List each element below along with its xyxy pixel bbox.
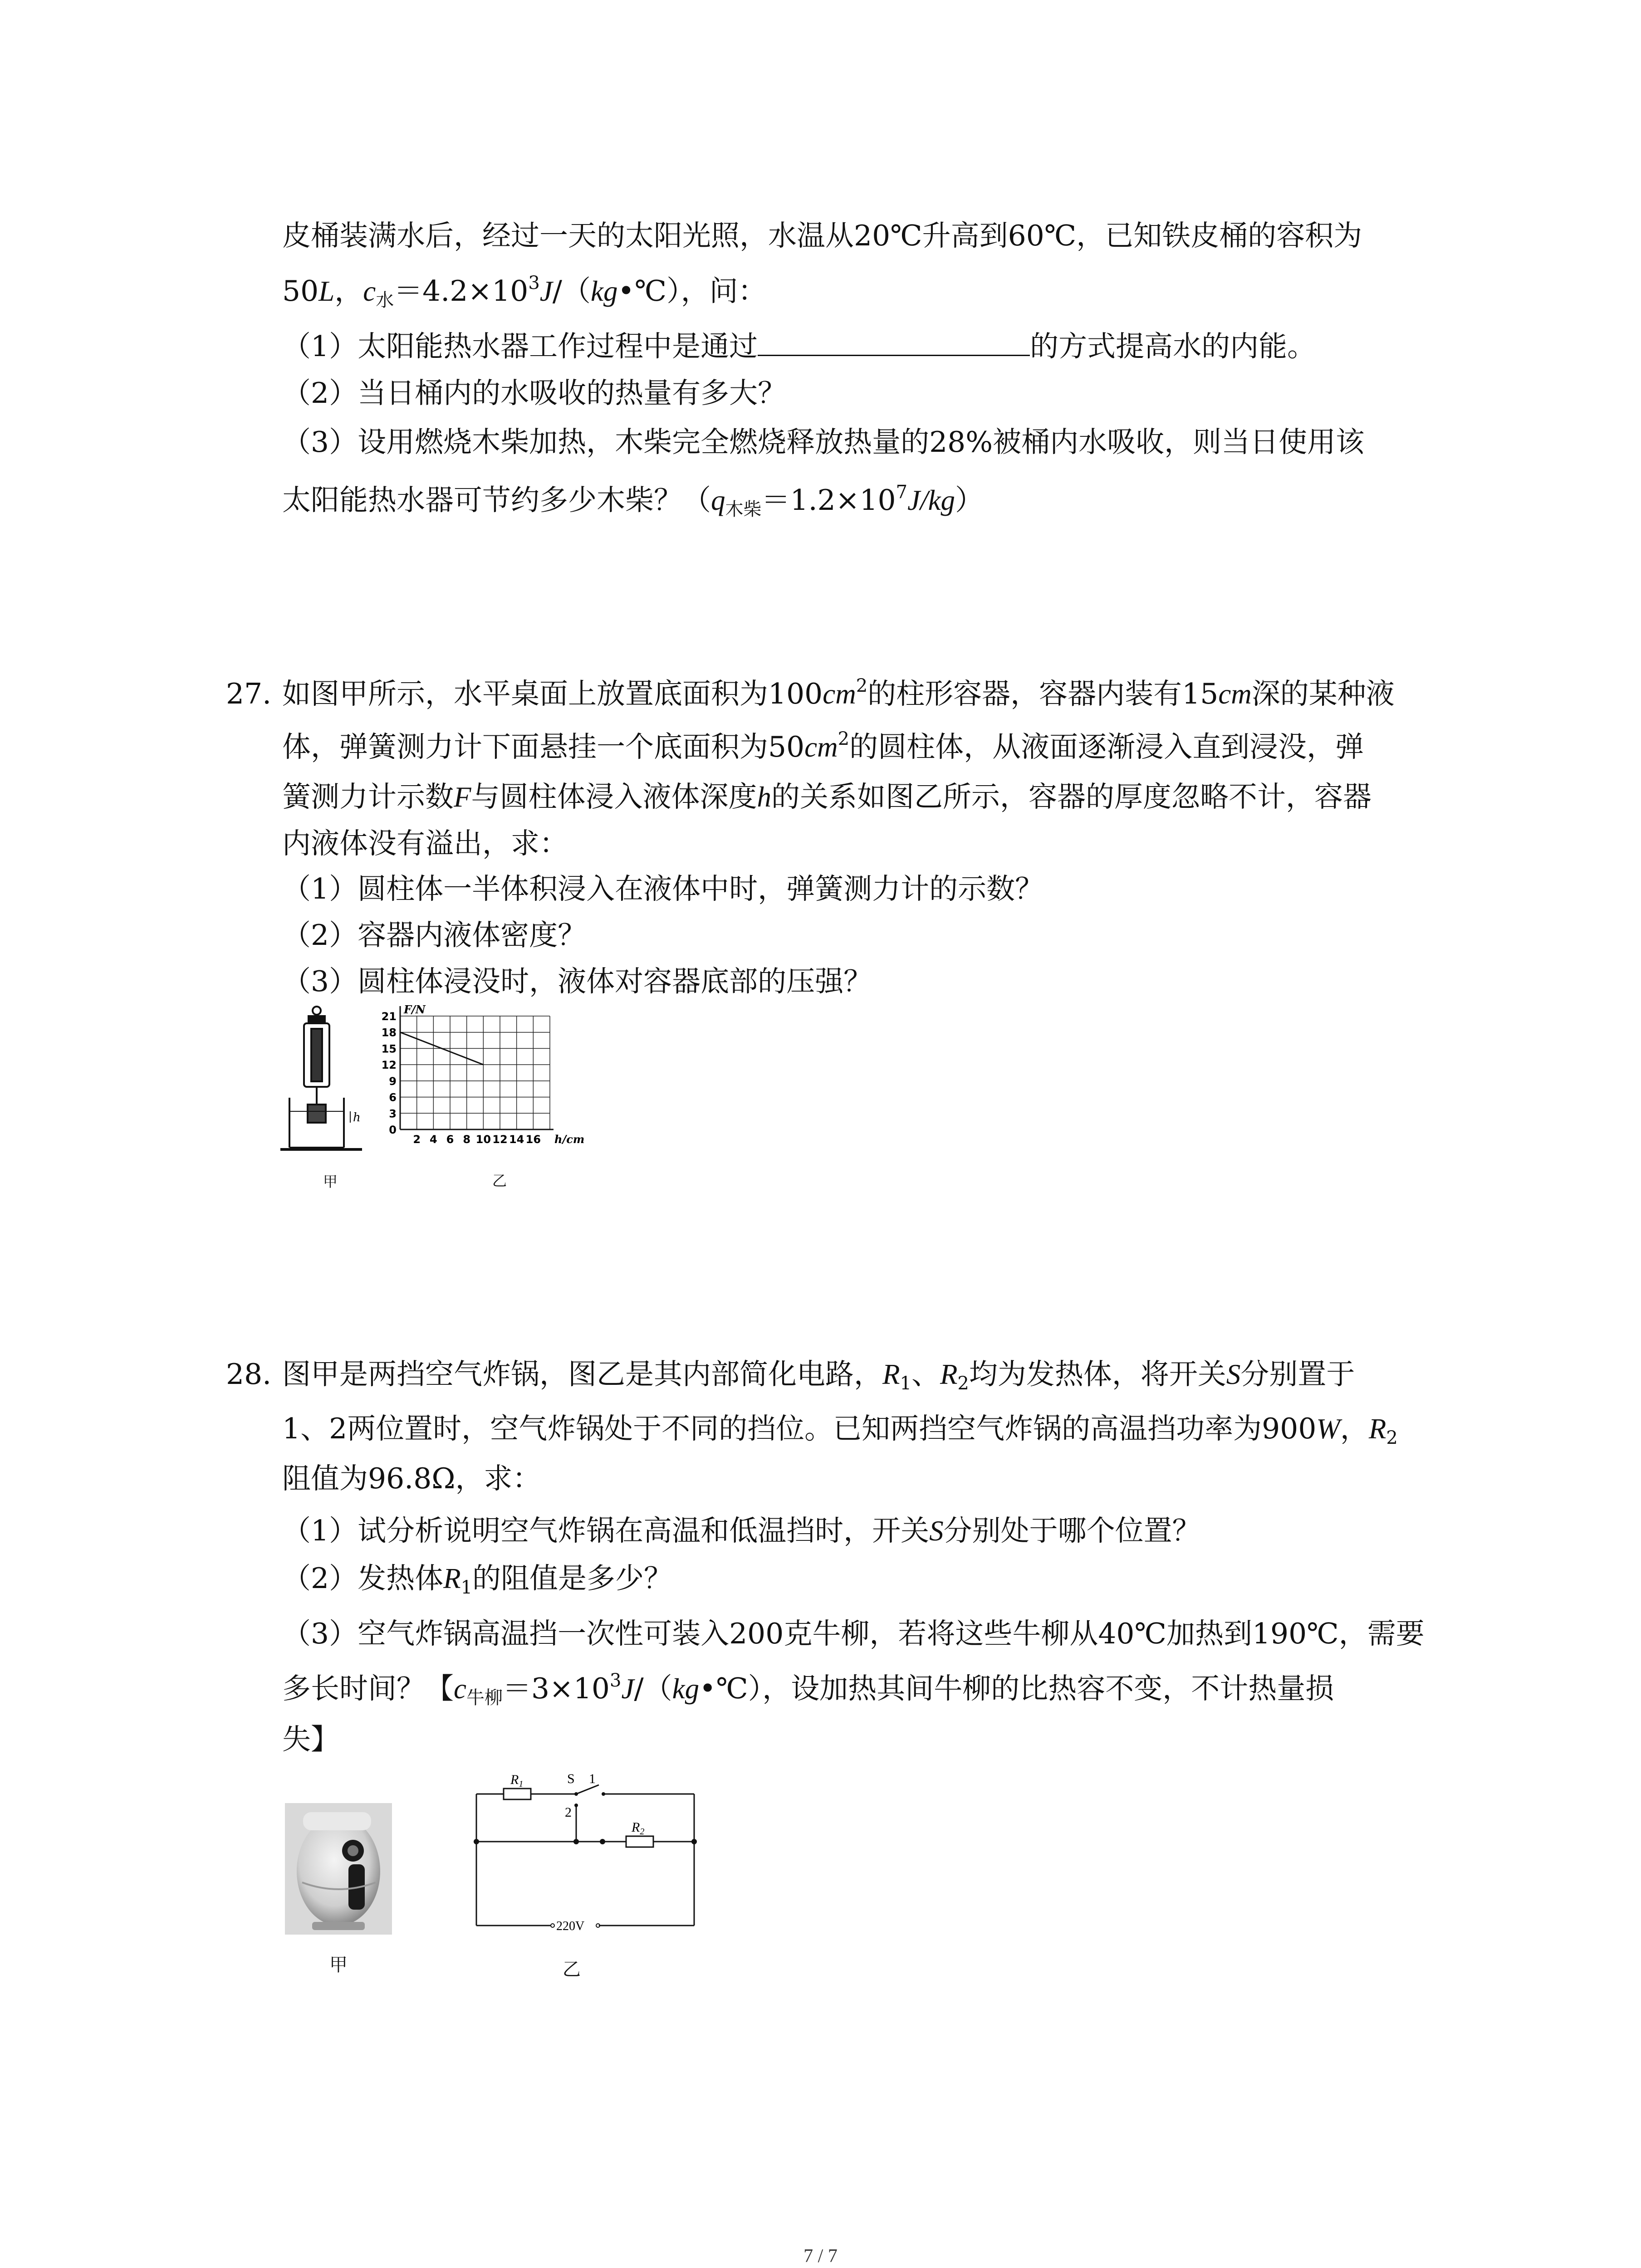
q28-sub1: （1）试分析说明空气炸锅在高温和低温挡时，开关S分别处于哪个位置？ xyxy=(282,1514,1201,1547)
y-tick-label: 0 xyxy=(389,1124,397,1136)
q26-sub2: （2）当日桶内的水吸收的热量有多大？ xyxy=(282,376,787,410)
q27-fig-a-caption: 甲 xyxy=(323,1173,338,1190)
q27-sub1: （1）圆柱体一半体积浸入在液体中时，弹簧测力计的示数？ xyxy=(282,872,1044,905)
q26-sub3-line2: 太阳能热水器可节约多少木柴？$(q_{木柴}=1.2\times 10^7J/kg)$ xyxy=(282,482,984,520)
x-tick-label: 10 xyxy=(475,1133,491,1146)
x-tick-label: 6 xyxy=(446,1133,454,1146)
voltage-label: 220V xyxy=(556,1919,585,1933)
r2-label: $R_2$ xyxy=(632,1820,645,1837)
q27-line1: 27. 如图甲所示，水平桌面上放置底面积为$100cm^2$的柱形容器，容器内装有15cm深的某种液 xyxy=(226,676,1395,712)
x-axis-label: h/cm xyxy=(554,1133,585,1146)
answer-blank xyxy=(758,328,1030,356)
resistor-r2 xyxy=(626,1836,653,1847)
x-tick-label: 2 xyxy=(413,1133,421,1146)
q28-line1: 28. 图甲是两挡空气炸锅，图乙是其内部简化电路，$R_1$、$R_2$均为发热体，将开关S分别置于 xyxy=(226,1356,1355,1393)
figure-f-h-chart xyxy=(377,1002,594,1161)
switch-pos2-label: 2 xyxy=(565,1805,572,1820)
q26-sub1: （1）太阳能热水器工作过程中是通过 的方式提高水的内能。 xyxy=(282,328,1316,365)
circuit-diagram xyxy=(467,1771,703,1953)
q28-line3: 阻值为96.8Ω，求： xyxy=(282,1462,541,1495)
y-tick-label: 12 xyxy=(381,1059,397,1072)
q27-line2: 体，弹簧测力计下面悬挂一个底面积为$50cm^2$的圆柱体，从液面逐渐浸入直到浸没，弹 xyxy=(282,728,1364,763)
fig-a-h-label: h xyxy=(353,1111,361,1124)
y-tick-label: 18 xyxy=(381,1026,397,1039)
q28-sub2: （2）发热体$R_1$的阻值是多少？ xyxy=(282,1562,673,1598)
q26-line1: 皮桶装满水后，经过一天的太阳光照，水温从20℃升高到60℃，已知铁皮桶的容积为 xyxy=(282,219,1362,252)
air-fryer-image xyxy=(285,1803,392,1935)
q26-sub3-line1: （3）设用燃烧木柴加热，木柴完全燃烧释放热量的28%被桶内水吸收，则当日使用该 xyxy=(282,425,1365,459)
q28-fig-a-caption: 甲 xyxy=(329,1955,348,1975)
q27-line4: 内液体没有溢出，求： xyxy=(282,827,568,860)
q28-sub3-line3: 失】 xyxy=(282,1723,339,1756)
q28-sub3-line1: （3）空气炸锅高温挡一次性可装入200克牛柳，若将这些牛柳从40℃加热到190℃，需要 xyxy=(282,1617,1425,1650)
q26-line2: 50L，$c_水=4.2\times 10^3J/(kg•℃)$，问： xyxy=(282,273,767,311)
x-tick-label: 4 xyxy=(429,1133,437,1146)
q27-sub3: （3）圆柱体浸没时，液体对容器底部的压强？ xyxy=(282,965,872,998)
switch-pos1-label: 1 xyxy=(589,1771,596,1786)
y-tick-label: 15 xyxy=(381,1042,397,1056)
r1-label: $R_1$ xyxy=(510,1772,524,1789)
q28-fig-b-caption: 乙 xyxy=(563,1959,581,1980)
x-tick-label: 12 xyxy=(492,1133,508,1146)
q27-line3: 簧测力计示数F与圆柱体浸入液体深度h的关系如图乙所示，容器的厚度忽略不计，容器 xyxy=(282,780,1372,813)
q27-number: 27. xyxy=(226,677,272,710)
q28-line2: 1、2两位置时，空气炸锅处于不同的挡位。已知两挡空气炸锅的高温挡功率为900W，$R_2$ xyxy=(282,1412,1398,1448)
q28-number: 28. xyxy=(226,1358,272,1391)
x-tick-label: 8 xyxy=(463,1133,471,1146)
x-tick-label: 14 xyxy=(509,1133,524,1146)
y-tick-label: 6 xyxy=(389,1091,397,1104)
q28-sub3-line2: 多长时间？【$c_{牛柳}=3\times 10^3J/(kg•℃)$，设加热其间牛柳的比热容不变，不计热量损 xyxy=(282,1670,1334,1708)
y-tick-label: 9 xyxy=(389,1075,397,1088)
x-tick-label: 16 xyxy=(525,1133,541,1146)
y-tick-label: 3 xyxy=(389,1107,397,1120)
y-tick-label: 21 xyxy=(381,1010,397,1023)
q27-sub2: （2）容器内液体密度？ xyxy=(282,919,587,952)
y-axis-label: F/N xyxy=(404,1003,426,1016)
switch-label: S xyxy=(567,1771,575,1786)
resistor-r1 xyxy=(504,1789,531,1799)
page-number: 7 / 7 xyxy=(803,2246,838,2267)
figure-spring-scale xyxy=(280,1002,371,1166)
q27-fig-b-caption: 乙 xyxy=(492,1172,507,1189)
